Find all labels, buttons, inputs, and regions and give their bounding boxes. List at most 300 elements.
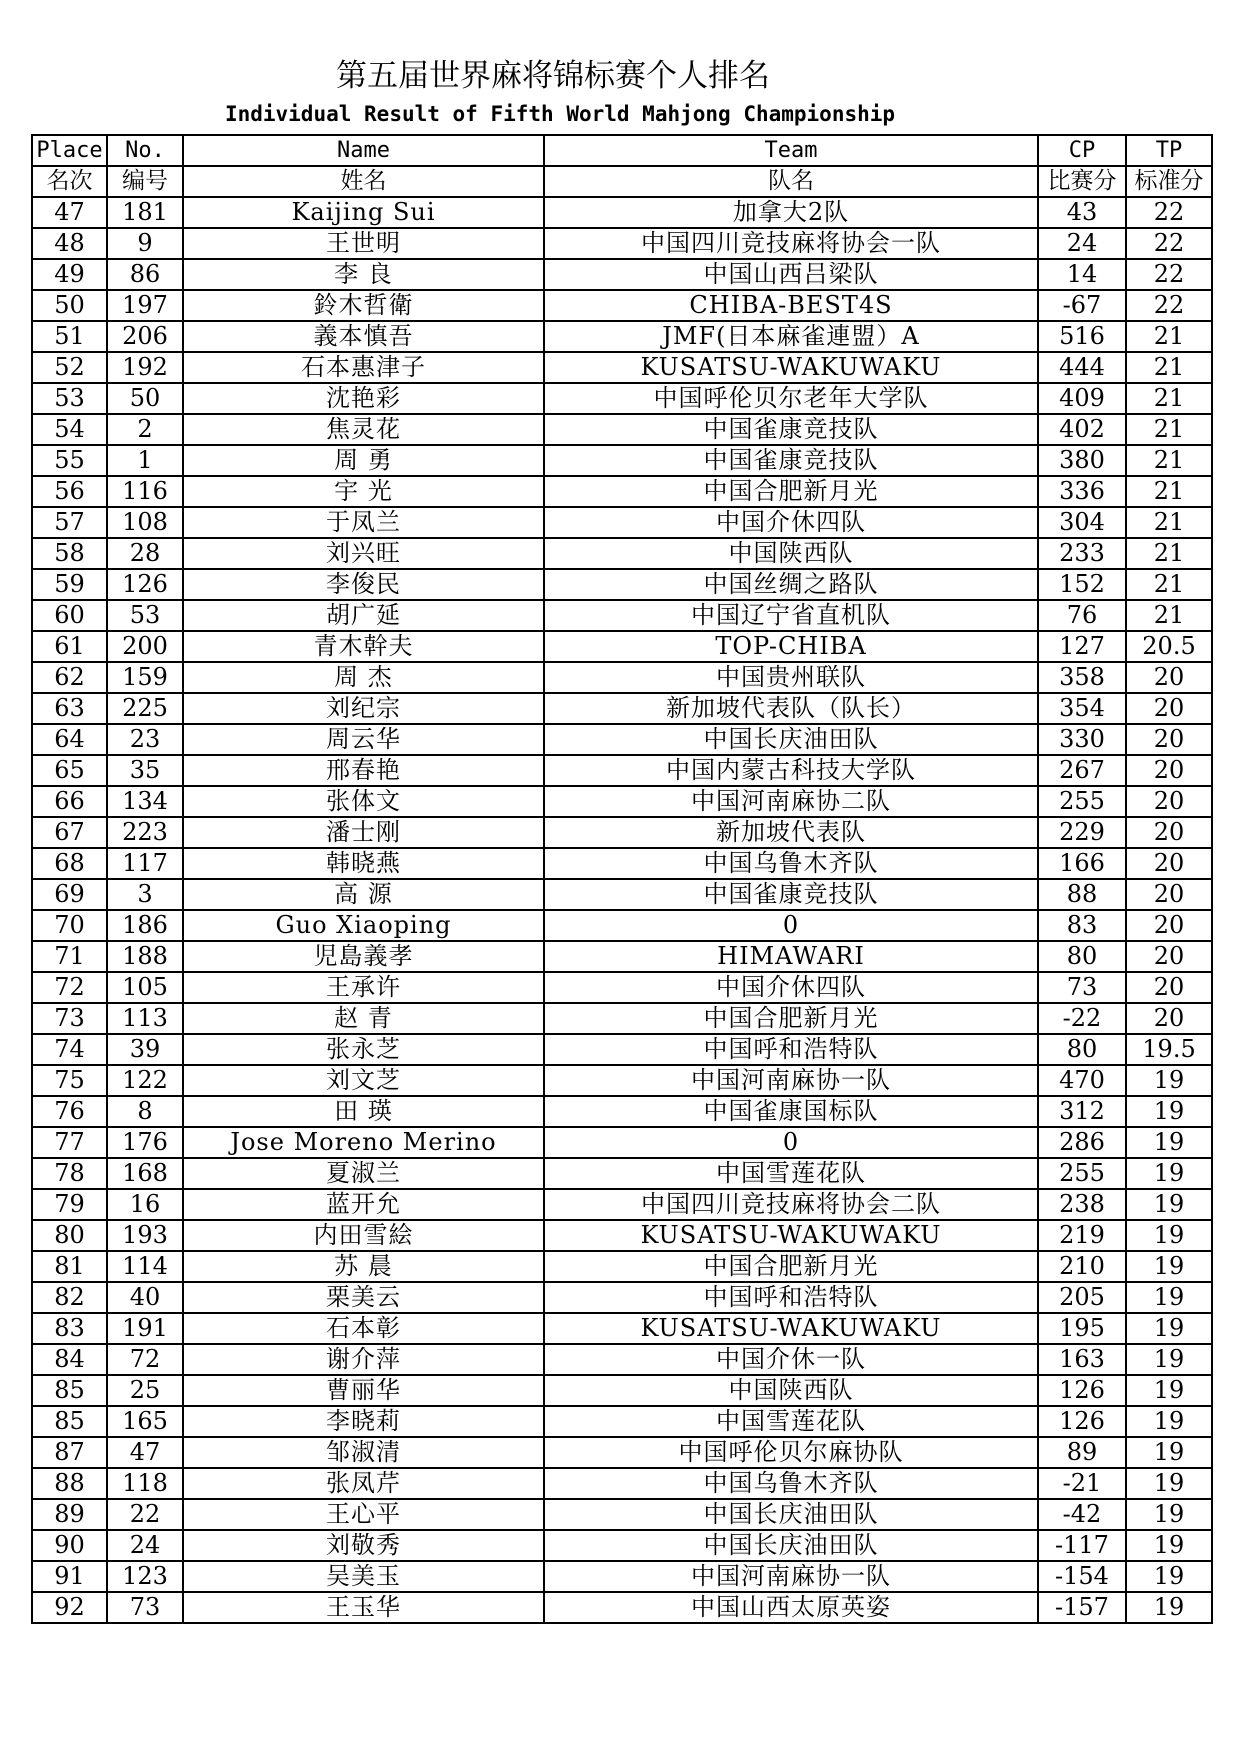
header-cp-cn: 比赛分: [1038, 166, 1126, 197]
cp-cell: 166: [1038, 848, 1126, 879]
place-cell: 60: [32, 600, 107, 631]
name-cell: 焦灵花: [183, 414, 544, 445]
tp-cell: 19: [1126, 1468, 1212, 1499]
number-cell: 191: [107, 1313, 183, 1344]
place-cell: 57: [32, 507, 107, 538]
team-cell: TOP-CHIBA: [544, 631, 1038, 662]
number-cell: 16: [107, 1189, 183, 1220]
number-cell: 188: [107, 941, 183, 972]
team-cell: 中国雪莲花队: [544, 1406, 1038, 1437]
tp-cell: 19: [1126, 1561, 1212, 1592]
team-cell: 中国四川竞技麻将协会一队: [544, 228, 1038, 259]
number-cell: 22: [107, 1499, 183, 1530]
number-cell: 25: [107, 1375, 183, 1406]
tp-cell: 19: [1126, 1282, 1212, 1313]
tp-cell: 20: [1126, 693, 1212, 724]
place-cell: 84: [32, 1344, 107, 1375]
cp-cell: -67: [1038, 290, 1126, 321]
place-cell: 88: [32, 1468, 107, 1499]
table-row: [32, 1313, 1212, 1344]
team-cell: KUSATSU-WAKUWAKU: [544, 1220, 1038, 1251]
tp-cell: 20: [1126, 817, 1212, 848]
cp-cell: 286: [1038, 1127, 1126, 1158]
place-cell: 56: [32, 476, 107, 507]
name-cell: 吴美玉: [183, 1561, 544, 1592]
team-cell: 中国陕西队: [544, 1375, 1038, 1406]
name-cell: 児島義孝: [183, 941, 544, 972]
results-table: [31, 134, 1213, 1624]
tp-cell: 19: [1126, 1127, 1212, 1158]
name-cell: Kaijing Sui: [183, 197, 544, 228]
table-row: [32, 1003, 1212, 1034]
name-cell: 青木幹夫: [183, 631, 544, 662]
table-row: [32, 724, 1212, 755]
name-cell: 曹丽华: [183, 1375, 544, 1406]
cp-cell: 238: [1038, 1189, 1126, 1220]
team-cell: 0: [544, 1127, 1038, 1158]
team-cell: 中国长庆油田队: [544, 724, 1038, 755]
number-cell: 53: [107, 600, 183, 631]
table-row: [32, 321, 1212, 352]
number-cell: 47: [107, 1437, 183, 1468]
name-cell: 张凤芹: [183, 1468, 544, 1499]
team-cell: 中国介休四队: [544, 507, 1038, 538]
tp-cell: 21: [1126, 569, 1212, 600]
number-cell: 39: [107, 1034, 183, 1065]
table-row: [32, 1592, 1212, 1623]
name-cell: 王心平: [183, 1499, 544, 1530]
name-cell: 石本惠津子: [183, 352, 544, 383]
cp-cell: 24: [1038, 228, 1126, 259]
number-cell: 24: [107, 1530, 183, 1561]
cp-cell: 470: [1038, 1065, 1126, 1096]
place-cell: 83: [32, 1313, 107, 1344]
header-tp-cn: 标准分: [1126, 166, 1212, 197]
team-cell: 中国长庆油田队: [544, 1530, 1038, 1561]
place-cell: 59: [32, 569, 107, 600]
number-cell: 40: [107, 1282, 183, 1313]
number-cell: 118: [107, 1468, 183, 1499]
table-row: [32, 1561, 1212, 1592]
name-cell: Guo Xiaoping: [183, 910, 544, 941]
number-cell: 114: [107, 1251, 183, 1282]
name-cell: 谢介萍: [183, 1344, 544, 1375]
tp-cell: 19.5: [1126, 1034, 1212, 1065]
cp-cell: 14: [1038, 259, 1126, 290]
name-cell: 刘兴旺: [183, 538, 544, 569]
cp-cell: 205: [1038, 1282, 1126, 1313]
header-team-cn: 队名: [544, 166, 1038, 197]
name-cell: 栗美云: [183, 1282, 544, 1313]
cp-cell: 83: [1038, 910, 1126, 941]
name-cell: 周云华: [183, 724, 544, 755]
tp-cell: 19: [1126, 1220, 1212, 1251]
tp-cell: 20: [1126, 1003, 1212, 1034]
place-cell: 91: [32, 1561, 107, 1592]
team-cell: 中国雪莲花队: [544, 1158, 1038, 1189]
number-cell: 72: [107, 1344, 183, 1375]
name-cell: 李俊民: [183, 569, 544, 600]
table-row: [32, 1406, 1212, 1437]
tp-cell: 21: [1126, 383, 1212, 414]
table-row: [32, 786, 1212, 817]
team-cell: 中国四川竞技麻将协会二队: [544, 1189, 1038, 1220]
results-body: [32, 197, 1212, 1623]
team-cell: KUSATSU-WAKUWAKU: [544, 1313, 1038, 1344]
cp-cell: 73: [1038, 972, 1126, 1003]
name-cell: 蓝开允: [183, 1189, 544, 1220]
tp-cell: 19: [1126, 1251, 1212, 1282]
cp-cell: 402: [1038, 414, 1126, 445]
number-cell: 108: [107, 507, 183, 538]
number-cell: 113: [107, 1003, 183, 1034]
cp-cell: 127: [1038, 631, 1126, 662]
team-cell: 中国山西太原英姿: [544, 1592, 1038, 1623]
name-cell: 邹淑清: [183, 1437, 544, 1468]
tp-cell: 21: [1126, 414, 1212, 445]
tp-cell: 19: [1126, 1065, 1212, 1096]
cp-cell: 444: [1038, 352, 1126, 383]
team-cell: 中国呼和浩特队: [544, 1282, 1038, 1313]
place-cell: 76: [32, 1096, 107, 1127]
table-row: [32, 1034, 1212, 1065]
team-cell: 0: [544, 910, 1038, 941]
place-cell: 85: [32, 1375, 107, 1406]
page-subtitle: Individual Result of Fifth World Mahjong Championship: [224, 102, 896, 126]
number-cell: 181: [107, 197, 183, 228]
cp-cell: 409: [1038, 383, 1126, 414]
tp-cell: 20: [1126, 724, 1212, 755]
name-cell: 王承许: [183, 972, 544, 1003]
table-row: [32, 569, 1212, 600]
place-cell: 51: [32, 321, 107, 352]
name-cell: 石本彰: [183, 1313, 544, 1344]
place-cell: 68: [32, 848, 107, 879]
team-cell: 中国呼和浩特队: [544, 1034, 1038, 1065]
tp-cell: 19: [1126, 1096, 1212, 1127]
team-cell: JMF(日本麻雀連盟）A: [544, 321, 1038, 352]
table-row: [32, 1096, 1212, 1127]
table-row: [32, 352, 1212, 383]
table-row: [32, 1065, 1212, 1096]
cp-cell: 233: [1038, 538, 1126, 569]
place-cell: 62: [32, 662, 107, 693]
cp-cell: 267: [1038, 755, 1126, 786]
table-row: [32, 1189, 1212, 1220]
number-cell: 200: [107, 631, 183, 662]
number-cell: 168: [107, 1158, 183, 1189]
header-cp: CP: [1038, 135, 1126, 166]
place-cell: 63: [32, 693, 107, 724]
name-cell: 刘纪宗: [183, 693, 544, 724]
cp-cell: 195: [1038, 1313, 1126, 1344]
team-cell: 中国贵州联队: [544, 662, 1038, 693]
tp-cell: 19: [1126, 1499, 1212, 1530]
number-cell: 3: [107, 879, 183, 910]
cp-cell: 229: [1038, 817, 1126, 848]
place-cell: 53: [32, 383, 107, 414]
table-row: [32, 1158, 1212, 1189]
table-row: [32, 1499, 1212, 1530]
cp-cell: 43: [1038, 197, 1126, 228]
number-cell: 73: [107, 1592, 183, 1623]
tp-cell: 19: [1126, 1375, 1212, 1406]
cp-cell: 358: [1038, 662, 1126, 693]
tp-cell: 22: [1126, 228, 1212, 259]
cp-cell: -42: [1038, 1499, 1126, 1530]
name-cell: 宇 光: [183, 476, 544, 507]
place-cell: 50: [32, 290, 107, 321]
page-title: 第五届世界麻将锦标赛个人排名: [336, 58, 770, 94]
tp-cell: 19: [1126, 1406, 1212, 1437]
cp-cell: 88: [1038, 879, 1126, 910]
tp-cell: 20: [1126, 755, 1212, 786]
place-cell: 81: [32, 1251, 107, 1282]
tp-cell: 20: [1126, 786, 1212, 817]
team-cell: 中国乌鲁木齐队: [544, 1468, 1038, 1499]
place-cell: 90: [32, 1530, 107, 1561]
team-cell: 中国雀康竞技队: [544, 414, 1038, 445]
name-cell: 義本慎吾: [183, 321, 544, 352]
place-cell: 85: [32, 1406, 107, 1437]
number-cell: 122: [107, 1065, 183, 1096]
tp-cell: 20: [1126, 972, 1212, 1003]
cp-cell: 336: [1038, 476, 1126, 507]
table-row: [32, 910, 1212, 941]
table-row: [32, 476, 1212, 507]
number-cell: 206: [107, 321, 183, 352]
table-row: [32, 290, 1212, 321]
team-cell: 中国介休一队: [544, 1344, 1038, 1375]
cp-cell: 210: [1038, 1251, 1126, 1282]
cp-cell: 304: [1038, 507, 1126, 538]
place-cell: 73: [32, 1003, 107, 1034]
number-cell: 165: [107, 1406, 183, 1437]
name-cell: 潘士刚: [183, 817, 544, 848]
cp-cell: 255: [1038, 786, 1126, 817]
table-row: [32, 1530, 1212, 1561]
cp-cell: 219: [1038, 1220, 1126, 1251]
place-cell: 82: [32, 1282, 107, 1313]
table-row: [32, 1437, 1212, 1468]
number-cell: 2: [107, 414, 183, 445]
cp-cell: 76: [1038, 600, 1126, 631]
team-cell: 中国介休四队: [544, 972, 1038, 1003]
header-name: Name: [183, 135, 544, 166]
number-cell: 197: [107, 290, 183, 321]
cp-cell: -117: [1038, 1530, 1126, 1561]
name-cell: 夏淑兰: [183, 1158, 544, 1189]
team-cell: 中国雀康竞技队: [544, 445, 1038, 476]
table-row: [32, 1468, 1212, 1499]
number-cell: 116: [107, 476, 183, 507]
name-cell: 苏 晨: [183, 1251, 544, 1282]
number-cell: 159: [107, 662, 183, 693]
team-cell: CHIBA-BEST4S: [544, 290, 1038, 321]
tp-cell: 22: [1126, 197, 1212, 228]
number-cell: 28: [107, 538, 183, 569]
team-cell: 中国山西吕梁队: [544, 259, 1038, 290]
name-cell: 周 勇: [183, 445, 544, 476]
table-row: [32, 1375, 1212, 1406]
table-row: [32, 941, 1212, 972]
place-cell: 49: [32, 259, 107, 290]
table-row: [32, 817, 1212, 848]
cp-cell: 312: [1038, 1096, 1126, 1127]
place-cell: 92: [32, 1592, 107, 1623]
team-cell: 中国长庆油田队: [544, 1499, 1038, 1530]
number-cell: 105: [107, 972, 183, 1003]
cp-cell: 255: [1038, 1158, 1126, 1189]
place-cell: 52: [32, 352, 107, 383]
table-row: [32, 259, 1212, 290]
number-cell: 86: [107, 259, 183, 290]
place-cell: 80: [32, 1220, 107, 1251]
header-no-cn: 编号: [107, 166, 183, 197]
place-cell: 54: [32, 414, 107, 445]
name-cell: 张永芝: [183, 1034, 544, 1065]
team-cell: KUSATSU-WAKUWAKU: [544, 352, 1038, 383]
place-cell: 58: [32, 538, 107, 569]
table-row: [32, 507, 1212, 538]
tp-cell: 22: [1126, 259, 1212, 290]
table-row: [32, 1127, 1212, 1158]
header-no: No.: [107, 135, 183, 166]
team-cell: 中国丝绸之路队: [544, 569, 1038, 600]
cp-cell: 126: [1038, 1375, 1126, 1406]
name-cell: 于凤兰: [183, 507, 544, 538]
name-cell: 刘敬秀: [183, 1530, 544, 1561]
team-cell: 中国合肥新月光: [544, 1251, 1038, 1282]
number-cell: 50: [107, 383, 183, 414]
cp-cell: 126: [1038, 1406, 1126, 1437]
name-cell: 王玉华: [183, 1592, 544, 1623]
place-cell: 55: [32, 445, 107, 476]
cp-cell: 163: [1038, 1344, 1126, 1375]
cp-cell: 80: [1038, 1034, 1126, 1065]
number-cell: 1: [107, 445, 183, 476]
number-cell: 225: [107, 693, 183, 724]
tp-cell: 20.5: [1126, 631, 1212, 662]
table-row: [32, 879, 1212, 910]
team-cell: 中国辽宁省直机队: [544, 600, 1038, 631]
name-cell: 刘文芝: [183, 1065, 544, 1096]
name-cell: 李晓莉: [183, 1406, 544, 1437]
tp-cell: 19: [1126, 1189, 1212, 1220]
number-cell: 126: [107, 569, 183, 600]
place-cell: 72: [32, 972, 107, 1003]
place-cell: 61: [32, 631, 107, 662]
place-cell: 71: [32, 941, 107, 972]
cp-cell: -22: [1038, 1003, 1126, 1034]
tp-cell: 20: [1126, 941, 1212, 972]
name-cell: 张体文: [183, 786, 544, 817]
team-cell: 加拿大2队: [544, 197, 1038, 228]
number-cell: 134: [107, 786, 183, 817]
cp-cell: 330: [1038, 724, 1126, 755]
table-row: [32, 538, 1212, 569]
number-cell: 193: [107, 1220, 183, 1251]
name-cell: 田 瑛: [183, 1096, 544, 1127]
header-name-cn: 姓名: [183, 166, 544, 197]
team-cell: 中国合肥新月光: [544, 476, 1038, 507]
name-cell: 韩晓燕: [183, 848, 544, 879]
place-cell: 89: [32, 1499, 107, 1530]
place-cell: 78: [32, 1158, 107, 1189]
number-cell: 186: [107, 910, 183, 941]
place-cell: 87: [32, 1437, 107, 1468]
place-cell: 69: [32, 879, 107, 910]
name-cell: Jose Moreno Merino: [183, 1127, 544, 1158]
table-row: [32, 228, 1212, 259]
table-row: [32, 1251, 1212, 1282]
tp-cell: 21: [1126, 352, 1212, 383]
header-row-cn: [32, 166, 1212, 197]
cp-cell: -21: [1038, 1468, 1126, 1499]
table-row: [32, 662, 1212, 693]
tp-cell: 21: [1126, 321, 1212, 352]
number-cell: 176: [107, 1127, 183, 1158]
team-cell: 中国乌鲁木齐队: [544, 848, 1038, 879]
team-cell: 中国雀康国标队: [544, 1096, 1038, 1127]
table-row: [32, 1220, 1212, 1251]
place-cell: 66: [32, 786, 107, 817]
team-cell: HIMAWARI: [544, 941, 1038, 972]
name-cell: 赵 青: [183, 1003, 544, 1034]
tp-cell: 21: [1126, 538, 1212, 569]
tp-cell: 19: [1126, 1344, 1212, 1375]
team-cell: 中国呼伦贝尔麻协队: [544, 1437, 1038, 1468]
header-row-en: [32, 135, 1212, 166]
table-row: [32, 972, 1212, 1003]
name-cell: 周 杰: [183, 662, 544, 693]
tp-cell: 21: [1126, 476, 1212, 507]
name-cell: 鈴木哲衛: [183, 290, 544, 321]
tp-cell: 21: [1126, 507, 1212, 538]
team-cell: 中国合肥新月光: [544, 1003, 1038, 1034]
number-cell: 192: [107, 352, 183, 383]
team-cell: 中国河南麻协一队: [544, 1561, 1038, 1592]
number-cell: 123: [107, 1561, 183, 1592]
cp-cell: 516: [1038, 321, 1126, 352]
tp-cell: 20: [1126, 848, 1212, 879]
cp-cell: 80: [1038, 941, 1126, 972]
table-row: [32, 414, 1212, 445]
header-team: Team: [544, 135, 1038, 166]
name-cell: 王世明: [183, 228, 544, 259]
table-row: [32, 693, 1212, 724]
name-cell: 邢春艳: [183, 755, 544, 786]
team-cell: 中国陕西队: [544, 538, 1038, 569]
name-cell: 沈艳彩: [183, 383, 544, 414]
cp-cell: 89: [1038, 1437, 1126, 1468]
number-cell: 8: [107, 1096, 183, 1127]
team-cell: 中国河南麻协二队: [544, 786, 1038, 817]
place-cell: 64: [32, 724, 107, 755]
tp-cell: 19: [1126, 1158, 1212, 1189]
team-cell: 中国雀康竞技队: [544, 879, 1038, 910]
tp-cell: 21: [1126, 445, 1212, 476]
tp-cell: 20: [1126, 662, 1212, 693]
cp-cell: 380: [1038, 445, 1126, 476]
number-cell: 117: [107, 848, 183, 879]
tp-cell: 22: [1126, 290, 1212, 321]
place-cell: 74: [32, 1034, 107, 1065]
tp-cell: 19: [1126, 1313, 1212, 1344]
tp-cell: 19: [1126, 1530, 1212, 1561]
place-cell: 77: [32, 1127, 107, 1158]
name-cell: 胡广延: [183, 600, 544, 631]
